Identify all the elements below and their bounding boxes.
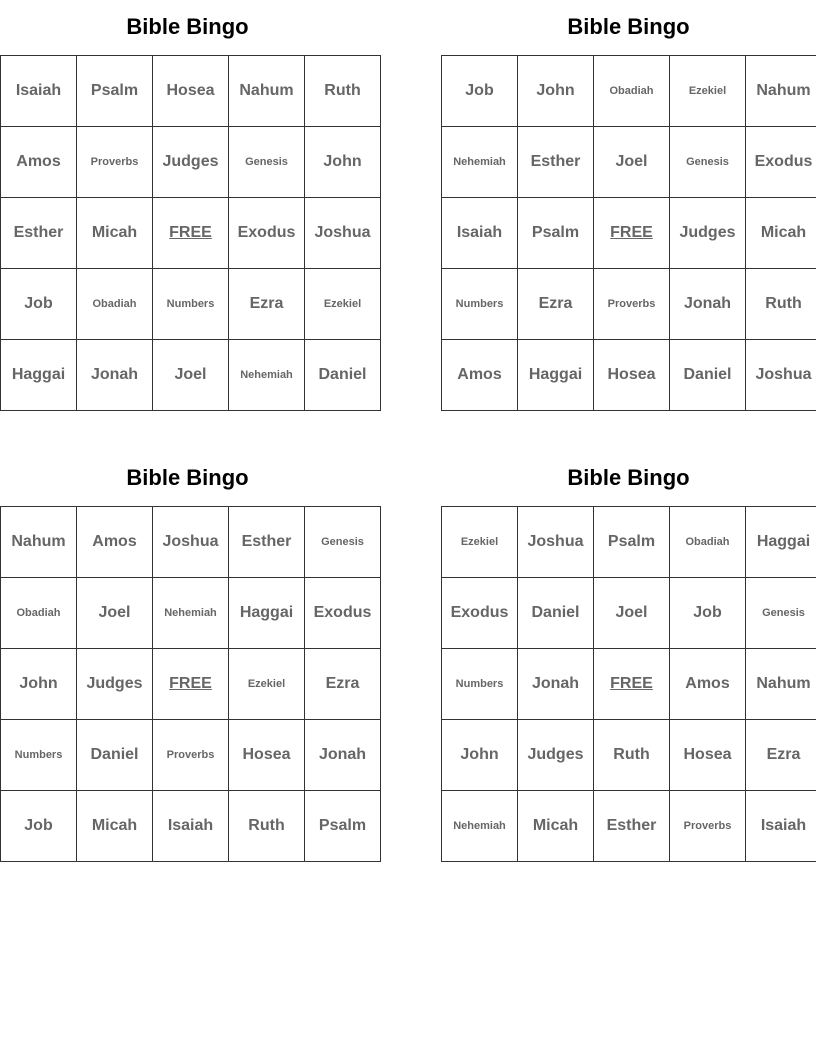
grid-row [1, 507, 381, 578]
bingo-cell: Job [442, 56, 518, 127]
bingo-cell: Proverbs [153, 720, 229, 791]
grid-row [1, 127, 381, 198]
bingo-grid [0, 55, 381, 411]
bingo-cell: Proverbs [670, 791, 746, 862]
bingo-cell: Joshua [305, 198, 381, 269]
bingo-cell: Micah [518, 791, 594, 862]
bingo-cell: Isaiah [1, 56, 77, 127]
bingo-cell: Numbers [442, 649, 518, 720]
bingo-cell: Ezekiel [229, 649, 305, 720]
bingo-cell: Obadiah [670, 507, 746, 578]
bingo-cell: Haggai [746, 507, 816, 578]
bingo-cell: Ezra [229, 269, 305, 340]
bingo-cell: Daniel [670, 340, 746, 411]
grid-row [442, 198, 816, 269]
bingo-cell: Jonah [670, 269, 746, 340]
bingo-cell: Ezekiel [670, 56, 746, 127]
bingo-cell: Judges [77, 649, 153, 720]
bingo-cell: Ezra [305, 649, 381, 720]
grid-row [442, 127, 816, 198]
bingo-cell: Jonah [77, 340, 153, 411]
bingo-cell: Psalm [594, 507, 670, 578]
bingo-grid [0, 506, 381, 862]
bingo-cell: Amos [670, 649, 746, 720]
bingo-cell: Ruth [746, 269, 816, 340]
free-space: FREE [153, 198, 229, 269]
bingo-cell: Esther [1, 198, 77, 269]
bingo-cell: Nehemiah [442, 127, 518, 198]
bingo-cell: Isaiah [746, 791, 816, 862]
bingo-cell: Joel [594, 127, 670, 198]
bingo-cell: Job [670, 578, 746, 649]
grid-row [442, 649, 816, 720]
bingo-cell: Exodus [305, 578, 381, 649]
bingo-cell: Obadiah [594, 56, 670, 127]
grid-row [1, 269, 381, 340]
bingo-cell: Psalm [77, 56, 153, 127]
bingo-cell: Genesis [746, 578, 816, 649]
bingo-cell: Amos [1, 127, 77, 198]
bingo-cell: Daniel [77, 720, 153, 791]
grid-row [1, 198, 381, 269]
bingo-cell: Ruth [305, 56, 381, 127]
bingo-cell: Nahum [746, 649, 816, 720]
card-title: Bible Bingo [126, 465, 249, 490]
bingo-cell: Jonah [305, 720, 381, 791]
bingo-cell: Esther [518, 127, 594, 198]
bingo-cell: Ezekiel [442, 507, 518, 578]
bingo-card-4 [441, 451, 816, 857]
bingo-cell: Micah [77, 791, 153, 862]
bingo-cell: Genesis [229, 127, 305, 198]
grid-row [442, 720, 816, 791]
grid-row [442, 791, 816, 862]
bingo-cell: Nahum [229, 56, 305, 127]
grid-row [1, 720, 381, 791]
bingo-cell: Obadiah [1, 578, 77, 649]
bingo-cell: Numbers [442, 269, 518, 340]
grid-row [1, 649, 381, 720]
grid-row [1, 791, 381, 862]
grid-row [1, 578, 381, 649]
bingo-cell: John [1, 649, 77, 720]
free-space: FREE [594, 649, 670, 720]
bingo-cell: Exodus [746, 127, 816, 198]
grid-row [442, 340, 816, 411]
bingo-cell: Ezra [518, 269, 594, 340]
bingo-cell: Nahum [1, 507, 77, 578]
bingo-cell: Judges [518, 720, 594, 791]
bingo-card-3 [0, 451, 375, 857]
bingo-cell: Exodus [442, 578, 518, 649]
bingo-cell: Job [1, 791, 77, 862]
bingo-cell: Obadiah [77, 269, 153, 340]
bingo-cell: Hosea [153, 56, 229, 127]
bingo-cell: Daniel [305, 340, 381, 411]
free-space: FREE [153, 649, 229, 720]
grid-row [442, 507, 816, 578]
bingo-cell: Daniel [518, 578, 594, 649]
bingo-cell: Judges [153, 127, 229, 198]
bingo-grid [441, 55, 816, 411]
bingo-cell: John [305, 127, 381, 198]
bingo-cell: Psalm [305, 791, 381, 862]
card-title: Bible Bingo [126, 14, 249, 39]
free-space: FREE [594, 198, 670, 269]
bingo-cell: Job [1, 269, 77, 340]
bingo-cell: Isaiah [153, 791, 229, 862]
bingo-cell: Esther [229, 507, 305, 578]
bingo-cell: Jonah [518, 649, 594, 720]
bingo-cell: Joel [153, 340, 229, 411]
bingo-cell: Micah [746, 198, 816, 269]
bingo-cell: Proverbs [594, 269, 670, 340]
bingo-cell: Numbers [153, 269, 229, 340]
grid-row [442, 56, 816, 127]
bingo-cell: Joshua [153, 507, 229, 578]
bingo-cell: Joshua [746, 340, 816, 411]
bingo-cell: Amos [77, 507, 153, 578]
bingo-cell: Ezra [746, 720, 816, 791]
bingo-cell: Haggai [1, 340, 77, 411]
grid-row [1, 340, 381, 411]
bingo-cell: Proverbs [77, 127, 153, 198]
bingo-cell: Numbers [1, 720, 77, 791]
bingo-card-2 [441, 0, 816, 406]
bingo-cell: Nehemiah [153, 578, 229, 649]
bingo-cell: Esther [594, 791, 670, 862]
bingo-cell: John [442, 720, 518, 791]
bingo-cell: Nehemiah [229, 340, 305, 411]
bingo-cell: Haggai [229, 578, 305, 649]
card-title: Bible Bingo [567, 14, 690, 39]
bingo-cell: Hosea [229, 720, 305, 791]
grid-row [442, 269, 816, 340]
bingo-cell: Haggai [518, 340, 594, 411]
bingo-cell: Psalm [518, 198, 594, 269]
bingo-cell: Joel [594, 578, 670, 649]
bingo-cell: Joshua [518, 507, 594, 578]
bingo-cell: Genesis [670, 127, 746, 198]
grid-row [442, 578, 816, 649]
bingo-cell: Ruth [594, 720, 670, 791]
bingo-cell: Exodus [229, 198, 305, 269]
bingo-card-1 [0, 0, 375, 406]
bingo-cell: Joel [77, 578, 153, 649]
bingo-cell: Nehemiah [442, 791, 518, 862]
bingo-cell: Hosea [594, 340, 670, 411]
bingo-cell: Judges [670, 198, 746, 269]
grid-row [1, 56, 381, 127]
bingo-cell: Ruth [229, 791, 305, 862]
bingo-cell: Micah [77, 198, 153, 269]
bingo-cell: Isaiah [442, 198, 518, 269]
card-title: Bible Bingo [567, 465, 690, 490]
bingo-cell: Amos [442, 340, 518, 411]
bingo-cell: Genesis [305, 507, 381, 578]
bingo-cell: Ezekiel [305, 269, 381, 340]
bingo-grid [441, 506, 816, 862]
bingo-cell: Hosea [670, 720, 746, 791]
bingo-cell: John [518, 56, 594, 127]
bingo-cell: Nahum [746, 56, 816, 127]
